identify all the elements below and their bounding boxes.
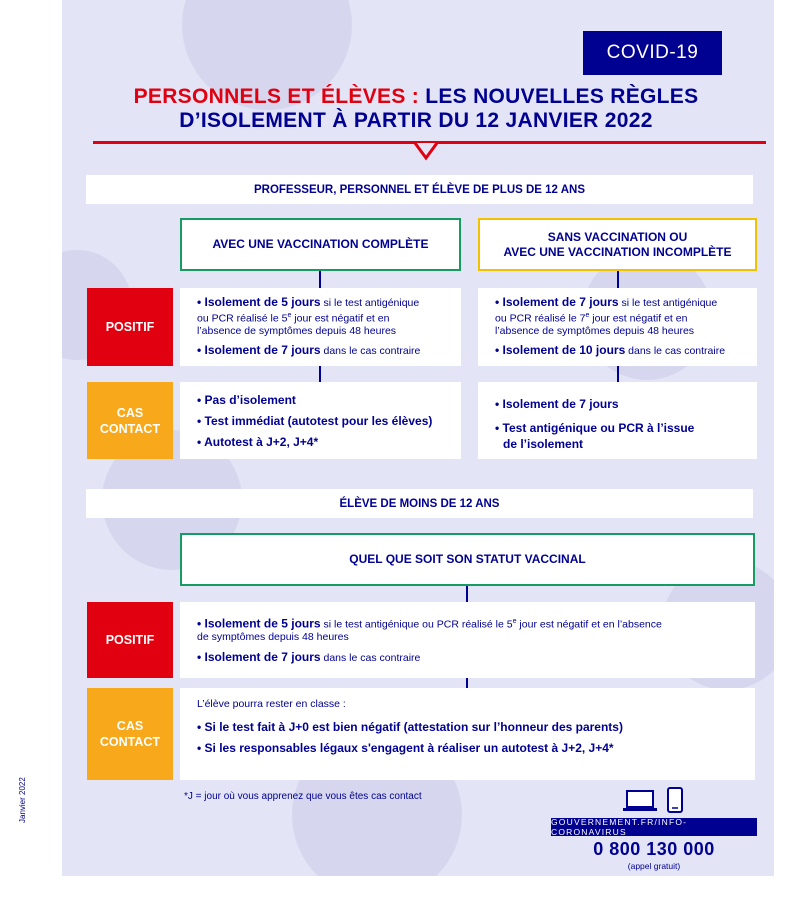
rule-item: • Isolement de 7 jours — [495, 397, 619, 411]
connector-line — [617, 366, 619, 382]
rule-item: de l’isolement — [503, 437, 584, 451]
date-side-label: Janvier 2022 — [18, 777, 27, 823]
section1-header: PROFESSEUR, PERSONNEL ET ÉLÈVE DE PLUS DE 12 ANS — [86, 175, 753, 204]
title-blue-part: LES NOUVELLES RÈGLES — [425, 85, 699, 108]
connector-line — [466, 678, 468, 688]
rule-text: jour est négatif et en — [589, 312, 688, 324]
unvaccinated-contact-cell — [478, 382, 757, 459]
rule-bold: • Isolement de 7 jours — [197, 649, 321, 664]
vaccinated-contact-cell — [180, 382, 461, 459]
rule-item: • Si le test fait à J+0 est bien négatif (attestation sur l’honneur des parents) — [197, 719, 623, 734]
rule-text: jour est négatif et en — [291, 312, 390, 324]
rule-bold: • Isolement de 5 jours — [197, 295, 321, 309]
rule-item: • Si les responsables légaux s'engagent à réaliser un autotest à J+2, J+4* — [197, 740, 614, 755]
rule-bold: • Isolement de 5 jours — [197, 616, 321, 631]
positif-label: POSITIF — [87, 602, 173, 678]
rule-item — [197, 296, 451, 337]
section2-header: ÉLÈVE DE MOINS DE 12 ANS — [86, 489, 753, 518]
rule-item: • Test antigénique ou PCR à l’issue — [495, 421, 695, 435]
connector-line — [319, 366, 321, 382]
ordinal-sup: e — [585, 311, 590, 319]
rule-text: jour est négatif et en l’absence — [516, 618, 662, 631]
connector-line — [617, 271, 619, 288]
rule-item — [197, 344, 451, 358]
page-title — [96, 85, 736, 133]
connector-line — [319, 271, 321, 288]
rule-text: ou PCR réalisé le 7 — [495, 312, 586, 324]
ordinal-sup: e — [287, 311, 292, 319]
cas-label-line1: CAS — [116, 719, 144, 733]
cas-label-line2: CONTACT — [99, 735, 161, 749]
title-red-part: PERSONNELS ET ÉLÈVES : — [133, 85, 426, 108]
vaccinated-positif-cell — [180, 288, 461, 366]
rule-text: si le test antigénique ou PCR réalisé le 5 — [320, 618, 513, 631]
rule-text: dans le cas contraire — [625, 345, 726, 357]
ordinal-sup: e — [512, 618, 517, 625]
col-any-status-header: QUEL QUE SOIT SON STATUT VACCINAL — [180, 533, 755, 586]
rule-item: • Pas d’isolement — [197, 393, 296, 407]
col-unvaccinated-line1: SANS VACCINATION OU — [547, 229, 688, 244]
rule-item — [495, 344, 747, 358]
rule-bold: • Isolement de 10 jours — [495, 343, 626, 357]
cas-label-line2: CONTACT — [99, 421, 161, 436]
col-unvaccinated-line2: AVEC UNE VACCINATION INCOMPLÈTE — [503, 244, 732, 259]
rule-item — [495, 296, 747, 337]
cas-contact-label — [87, 688, 173, 780]
rule-text: dans le cas contraire — [320, 345, 421, 357]
rule-bold: • Isolement de 7 jours — [197, 343, 321, 357]
chevron-down-icon — [413, 142, 439, 162]
col-vaccinated-header: AVEC UNE VACCINATION COMPLÈTE — [180, 218, 461, 271]
rule-text: si le test antigénique — [320, 297, 420, 309]
cas-label-line1: CAS — [116, 405, 144, 420]
rule-text: dans le cas contraire — [320, 651, 421, 664]
smartphone-icon — [666, 787, 684, 813]
positif-label: POSITIF — [87, 288, 173, 366]
rule-item — [197, 616, 745, 644]
connector-line — [466, 586, 468, 602]
rule-item: • Test immédiat (autotest pour les élèves) — [197, 414, 433, 428]
unvaccinated-positif-cell — [478, 288, 757, 366]
under12-contact-cell — [180, 688, 755, 780]
col-unvaccinated-header — [478, 218, 757, 271]
rule-item — [197, 651, 745, 665]
laptop-icon — [622, 789, 658, 813]
contact-intro: L’élève pourra rester en classe : — [197, 698, 346, 710]
rule-bold: • Isolement de 7 jours — [495, 295, 619, 309]
rule-text: ou PCR réalisé le 5 — [197, 312, 288, 324]
title-line-2: D’ISOLEMENT À PARTIR DU 12 JANVIER 2022 — [179, 109, 653, 132]
covid-badge: COVID-19 — [583, 31, 722, 75]
rule-text: de symptômes depuis 48 heures — [197, 631, 349, 643]
phone-number[interactable]: 0 800 130 000 — [593, 839, 715, 859]
footnote: *J = jour où vous apprenez que vous êtes cas contact — [184, 791, 422, 802]
website-url[interactable]: GOUVERNEMENT.FR/INFO-CORONAVIRUS — [551, 818, 757, 836]
rule-text: l’absence de symptômes depuis 48 heures — [197, 324, 397, 337]
cas-contact-label — [87, 382, 173, 459]
rule-text: l’absence de symptômes depuis 48 heures — [495, 324, 695, 337]
rule-item: • Autotest à J+2, J+4* — [197, 435, 319, 449]
phone-note: (appel gratuit) — [627, 861, 681, 871]
under12-positif-cell — [180, 602, 755, 678]
rule-text: si le test antigénique — [618, 297, 718, 309]
